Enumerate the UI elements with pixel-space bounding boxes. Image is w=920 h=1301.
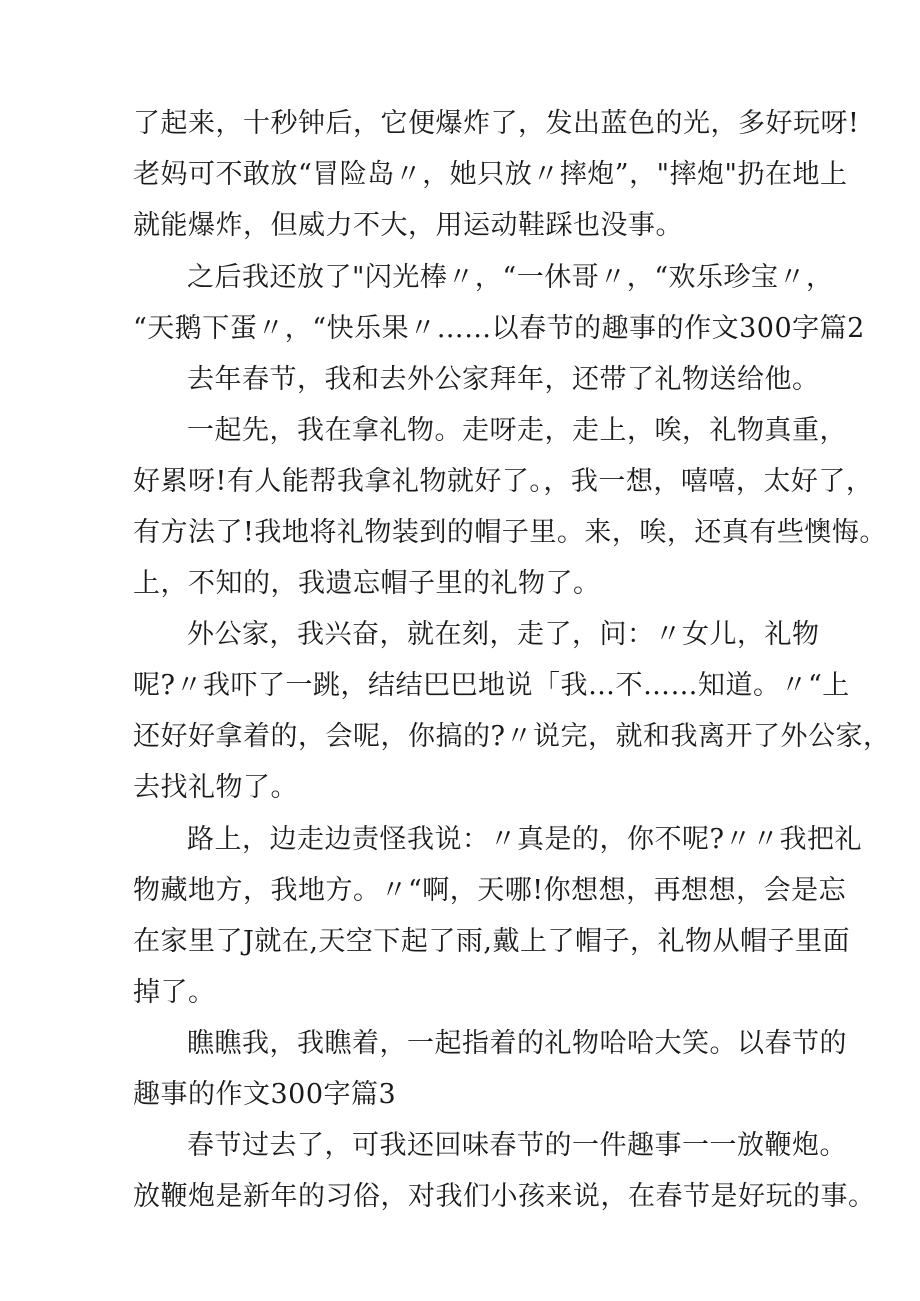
text-line: 一起先，我在拿礼物。走呀走，走上，唉，礼物真重， <box>187 415 847 446</box>
text-line: 老妈可不敢放“冒险岛〃，她只放〃摔炮”，"摔炮"扔在地上 <box>133 159 848 190</box>
text-line: 瞧瞧我，我瞧着，一起指着的礼物哈哈大笑。以春节的 <box>187 1028 847 1059</box>
text-line: 之后我还放了"闪光棒〃，“一休哥〃，“欢乐珍宝〃， <box>187 262 834 293</box>
text-line: 趣事的作文300字篇3 <box>133 1079 397 1110</box>
text-line: 路上，边走边责怪我说：〃真是的，你不呢?〃〃我把礼 <box>187 824 862 855</box>
text-line: 呢?〃我吓了一跳，结结巴巴地说「我…不……知道。〃“上 <box>133 670 850 701</box>
text-line: 上，不知的，我遗忘帽子里的礼物了。 <box>133 568 601 599</box>
text-line: 就能爆炸，但威力不大，用运动鞋踩也没事。 <box>133 210 683 241</box>
text-line: 好累呀!有人能帮我拿礼物就好了。，我一想，嘻嘻，太好了， <box>133 466 874 497</box>
text-line: 在家里了J就在,天空下起了雨,戴上了帽子，礼物从帽子里面 <box>133 926 850 957</box>
text-line: 有方法了!我地将礼物装到的帽子里。来，唉，还真有些懊悔。 <box>133 517 887 548</box>
text-line: 物藏地方，我地方。〃“啊，天哪!你想想，再想想，会是忘 <box>133 875 847 906</box>
text-line: 春节过去了，可我还回味春节的一件趣事一一放鞭炮。 <box>187 1130 847 1161</box>
text-line: 去年春节，我和去外公家拜年，还带了礼物送给他。 <box>187 364 820 395</box>
text-line: 还好好拿着的，会呢，你搞的?〃说完，就和我离开了外公家， <box>133 721 891 752</box>
text-line: 放鞭炮是新年的习俗，对我们小孩来说，在春节是好玩的事。 <box>133 1181 876 1212</box>
text-line: 去找礼物了。 <box>133 772 298 803</box>
text-line: 掉了。 <box>133 977 216 1008</box>
text-line: 外公家，我兴奋，就在刻，走了，问：〃女儿，礼物 <box>187 619 820 650</box>
text-line: “天鹅下蛋〃，“快乐果〃……以春节的趣事的作文300字篇2 <box>133 313 865 344</box>
text-line: 了起来，十秒钟后，它便爆炸了，发出蓝色的光，多好玩呀! <box>133 108 860 139</box>
